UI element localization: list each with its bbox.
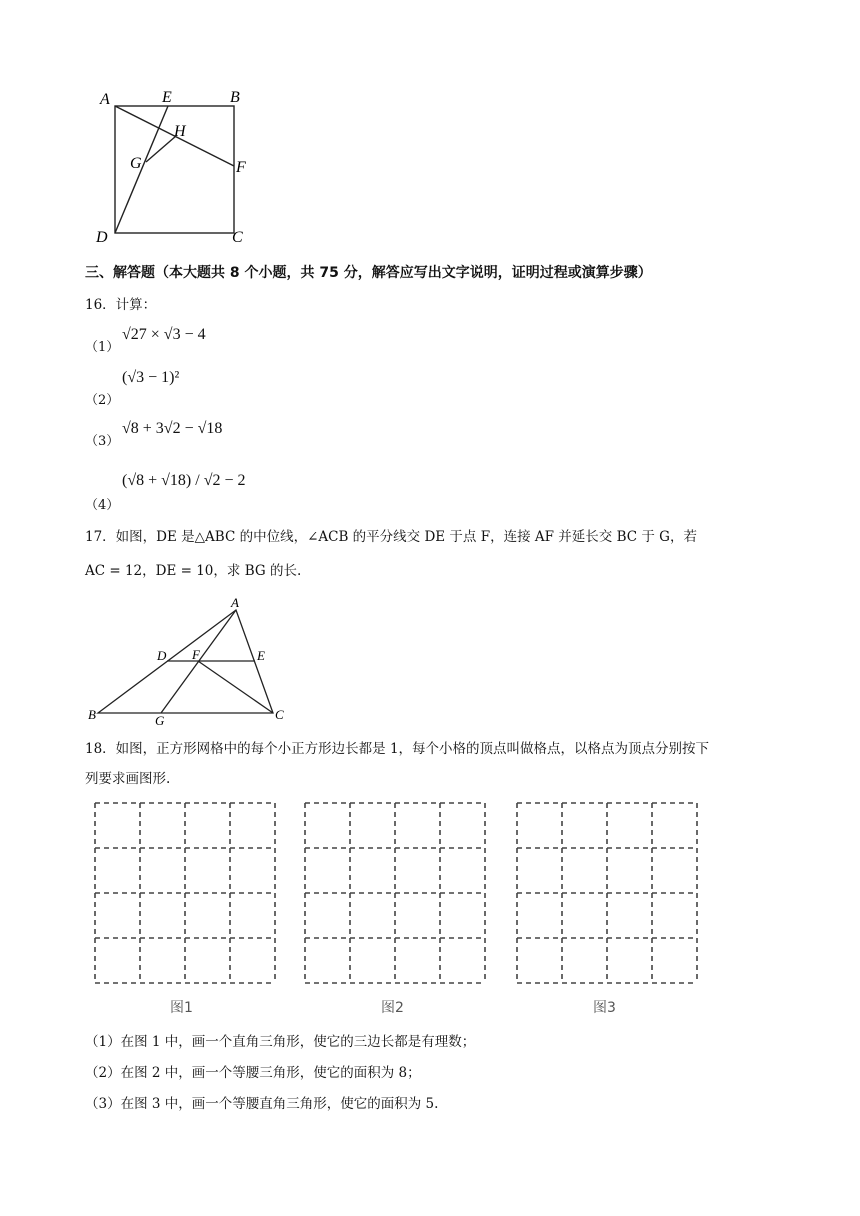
label-E: E (257, 648, 265, 663)
label-A: A (231, 595, 239, 610)
square-figure (88, 82, 258, 247)
q16-item3-number: （3） (85, 434, 120, 449)
label-F: F (236, 159, 246, 176)
section-heading: 三、解答题（本大题共 8 个小题，共 75 分，解答应写出文字说明，证明过程或演算步骤） (85, 265, 652, 281)
label-D: D (96, 229, 108, 246)
label-E: E (162, 89, 172, 106)
label-F: F (192, 647, 200, 662)
grid-caption-2: 图2 (381, 1000, 404, 1016)
q16-item4-expression: (√8 + √18) / √2 − 2 (122, 472, 246, 489)
label-A: A (100, 91, 110, 108)
q18-text-line2: 列要求画图形. (85, 771, 171, 787)
grid-caption-1: 图1 (170, 1000, 193, 1016)
q17-text-line2: AC = 12，DE = 10，求 BG 的长. (85, 563, 302, 579)
q16-item3-expression: √8 + 3√2 − √18 (122, 420, 223, 437)
label-B: B (88, 707, 96, 722)
q18-part1: （1）在图 1 中，画一个直角三角形，使它的三边长都是有理数； (85, 1034, 476, 1050)
grid-2 (305, 803, 485, 983)
label-C: C (275, 707, 284, 722)
label-B: B (230, 89, 240, 106)
q18-part2: （2）在图 2 中，画一个等腰三角形，使它的面积为 8； (85, 1065, 421, 1081)
q18-text-line1: 18．如图，正方形网格中的每个小正方形边长都是 1，每个小格的顶点叫做格点，以格点为顶点分别按下 (85, 741, 710, 757)
label-D: D (157, 648, 167, 663)
grid-1 (95, 803, 275, 983)
label-H: H (174, 123, 186, 140)
grid-3 (517, 803, 697, 983)
grid-figures (85, 798, 705, 1023)
label-G: G (130, 155, 142, 172)
label-C: C (232, 229, 243, 246)
q16-intro: 16．计算： (85, 297, 157, 313)
q17-text-line1: 17．如图，DE 是△ABC 的中位线，∠ACB 的平分线交 DE 于点 F，连接 AF 并延长交 BC 于 G，若 (85, 529, 697, 545)
grid-caption-3: 图3 (593, 1000, 616, 1016)
q16-item1-number: （1） (85, 340, 120, 355)
q18-part3: （3）在图 3 中，画一个等腰直角三角形，使它的面积为 5. (85, 1096, 439, 1112)
label-G: G (155, 713, 165, 727)
triangle-figure (85, 592, 295, 727)
q16-item4-number: （4） (85, 498, 120, 513)
q16-item2-expression: (√3 − 1)² (122, 369, 180, 386)
q16-item2-number: （2） (85, 393, 120, 408)
q16-item1-expression: √27 × √3 − 4 (122, 326, 206, 343)
segment-FC (198, 661, 273, 713)
